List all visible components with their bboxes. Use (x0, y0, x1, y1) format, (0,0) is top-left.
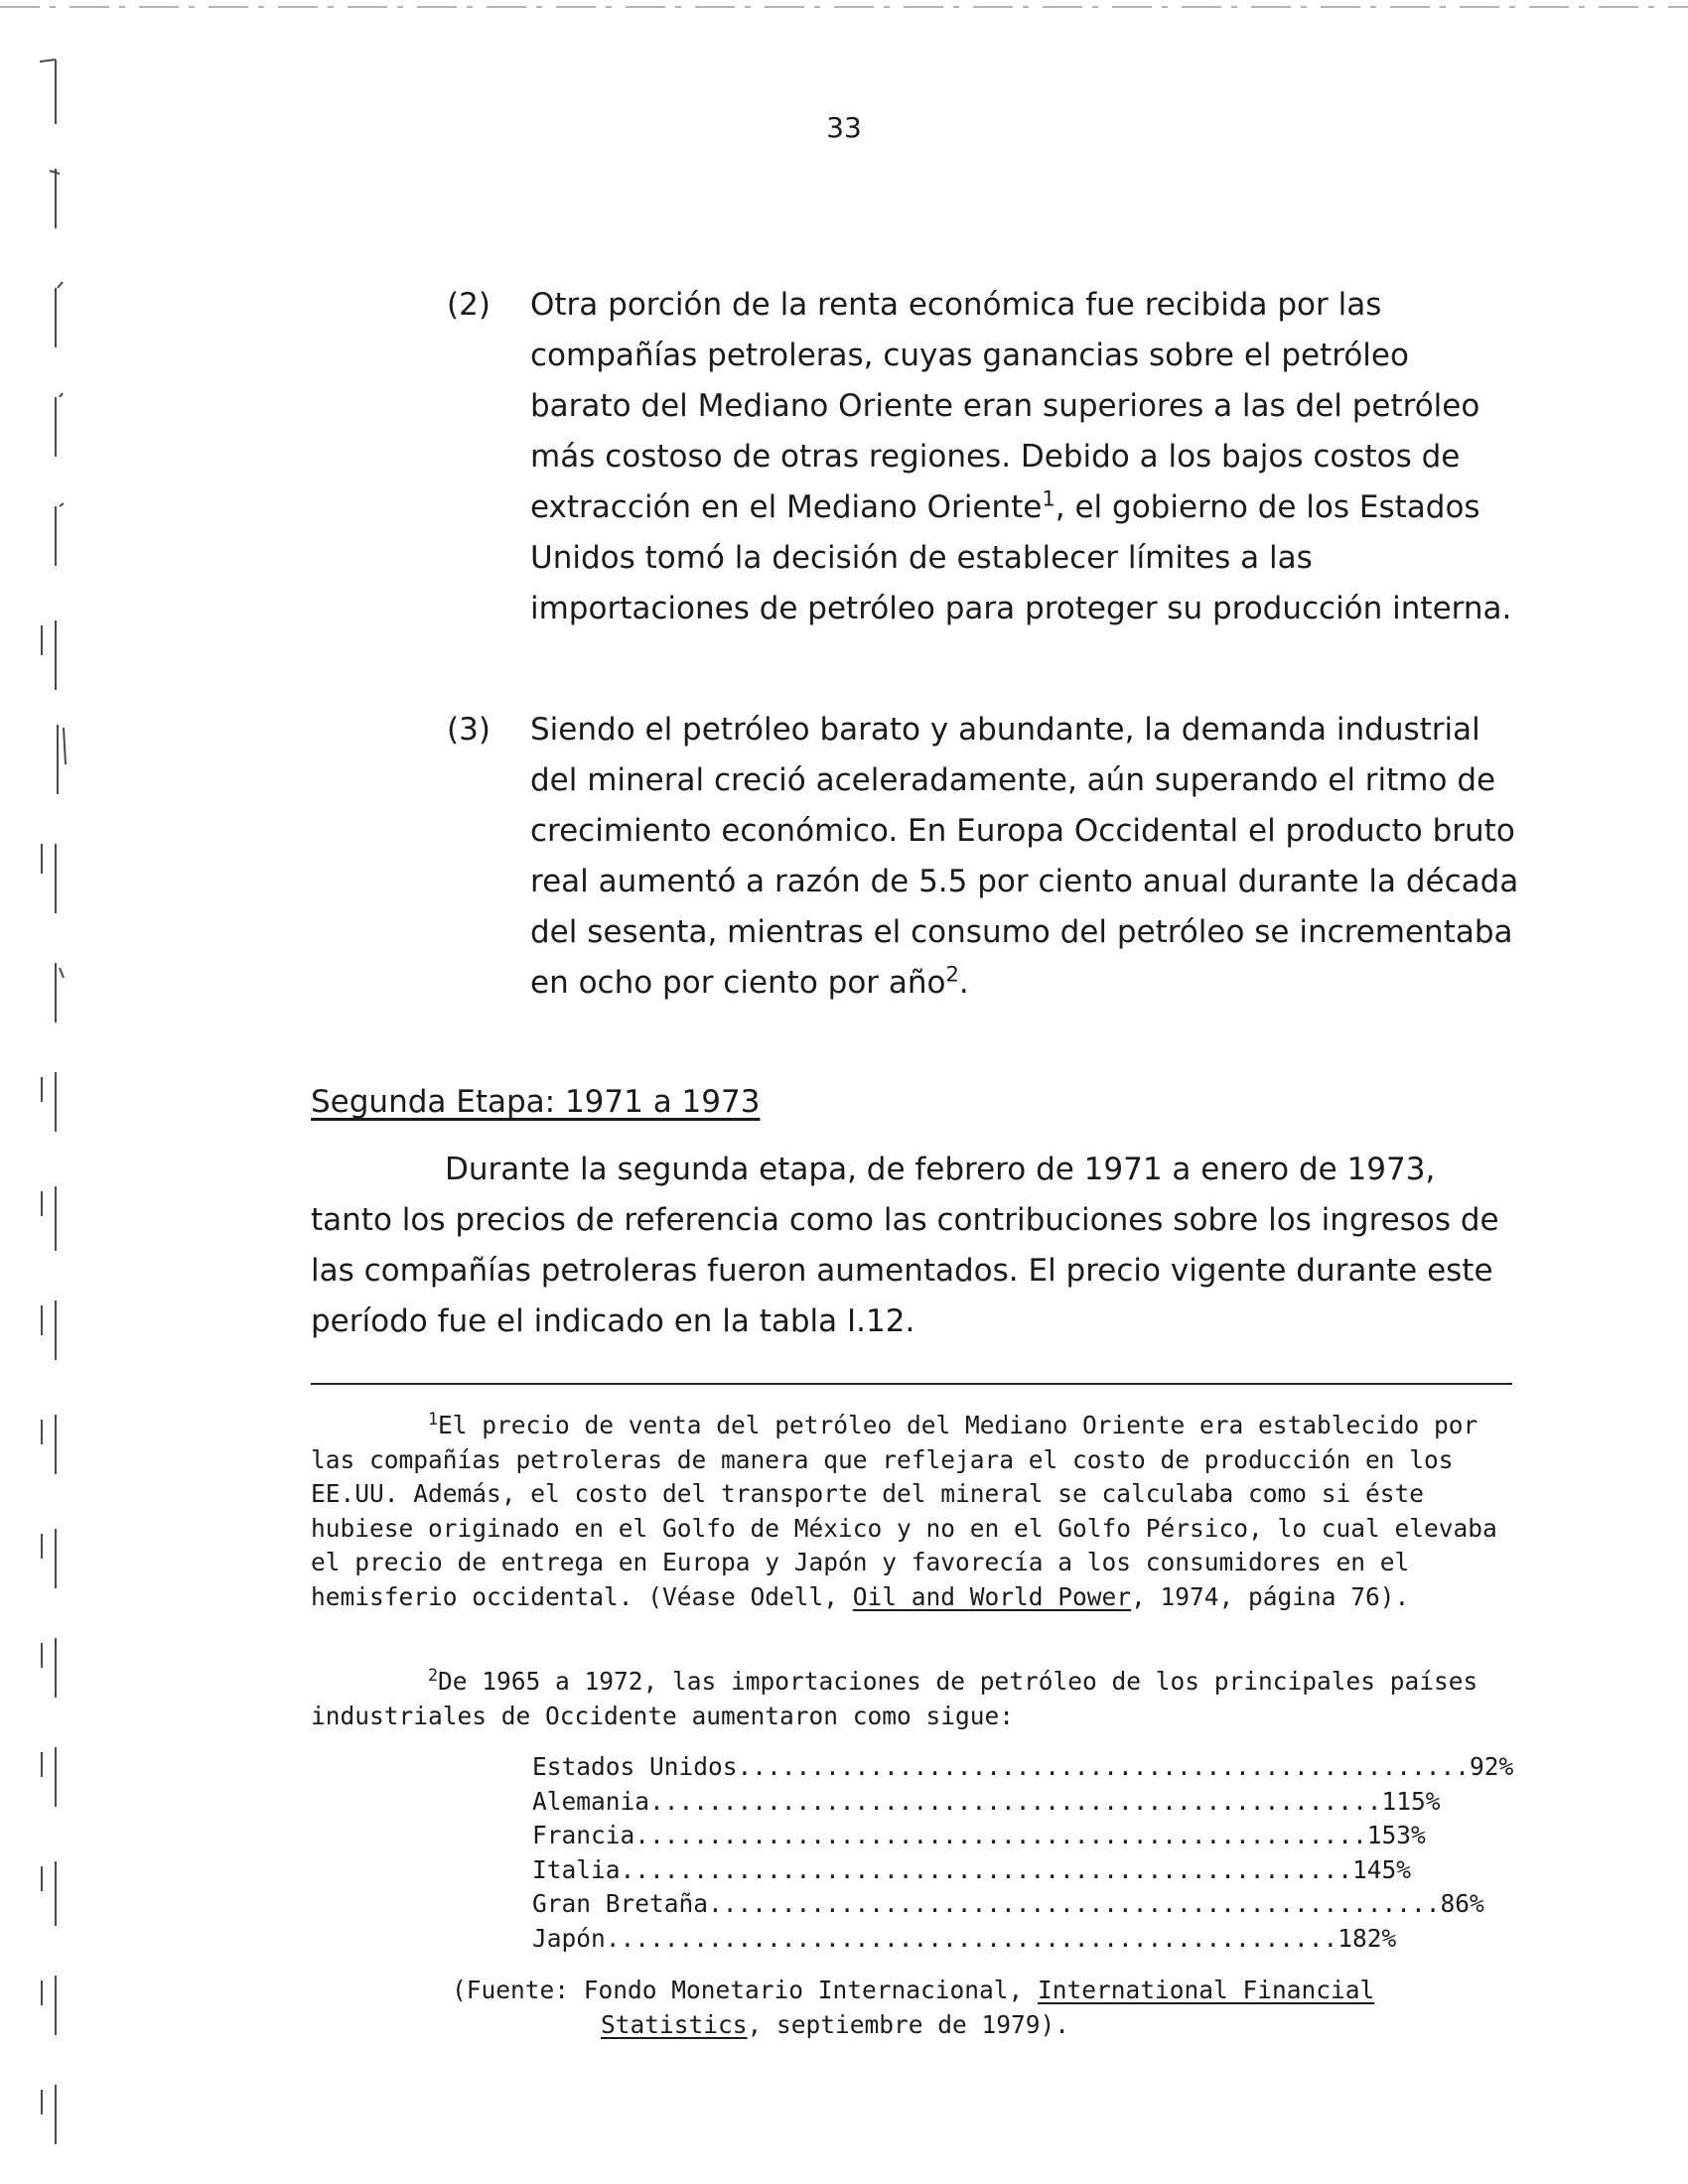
footnote-ref: 1 (1042, 485, 1055, 511)
footnote-divider (311, 1383, 1512, 1385)
source-continuation (601, 2008, 1524, 2043)
table-row (532, 1887, 1484, 1922)
list-item-text-rest: , el gobierno de los Estados Unidos tomó la decisión de establecer límites a las importaciones de petróleo para proteger su producción interna. (530, 489, 1512, 626)
table-value: 145% (1352, 1854, 1412, 1884)
body-paragraph: Durante la segunda etapa, de febrero de 1971 a enero de 1973, tanto los precios de referencia como las contribuciones sobre los ingresos de las compañías petroleras fueron aumentados. El precio vigente durante este período fue el indicado en la tabla I.12. (311, 1152, 1499, 1339)
table-row (532, 1922, 1397, 1957)
table-row (532, 1785, 1441, 1820)
table-country: Gran Bretaña.................................................. (532, 1889, 1441, 1918)
imports-table (532, 1750, 1514, 1956)
source-title-1: International Financial (1038, 1976, 1375, 2004)
table-country: Alemania.................................................. (532, 1786, 1382, 1816)
list-item-text-rest: . (958, 965, 969, 1001)
list-item (447, 280, 1519, 634)
table-value: 86% (1440, 1889, 1484, 1918)
footnote-ref: 2 (945, 961, 959, 987)
table-value: 92% (1470, 1752, 1514, 1781)
table-value: 153% (1366, 1821, 1426, 1849)
source-citation (452, 1974, 1524, 2042)
list-item-text (530, 280, 1519, 634)
scan-left-edge (0, 0, 89, 2184)
list-item (447, 705, 1519, 1009)
list-item-number: (2) (447, 287, 491, 323)
table-country: Estados Unidos.................................................. (532, 1752, 1471, 1781)
table-country: Francia.................................................. (532, 1821, 1367, 1849)
footnote-marker: 2 (428, 1665, 439, 1685)
table-country: Italia.................................................. (532, 1854, 1353, 1884)
table-value: 115% (1381, 1786, 1441, 1816)
list-item-text (530, 705, 1519, 1009)
list-item-text-main: Siendo el petróleo barato y abundante, la demanda industrial del mineral creció aceleradamente, aún superando el ritmo de crecimiento económico. En Europa Occidental el producto bruto real aumentó a razón de 5.5 por ciento anual durante la década del sesenta, mientras el consumo del petróleo se incrementaba en ocho por ciento por año (530, 712, 1519, 1001)
table-row (532, 1853, 1412, 1888)
footnote-text: De 1965 a 1972, las importaciones de petróleo de los principales países industriales de Occidente aumentaron como sigue: (311, 1667, 1478, 1730)
footnote-book-title: Oil and World Power (852, 1581, 1132, 1611)
table-row (532, 1750, 1514, 1785)
footnote-2 (311, 1665, 1532, 1733)
source-suffix: , septiembre de 1979). (747, 2009, 1070, 2039)
table-row (532, 1819, 1426, 1853)
source-title-2: Statistics (601, 2009, 748, 2039)
page-number: 33 (826, 111, 862, 144)
table-value: 182% (1337, 1923, 1397, 1953)
footnote-text-end: , 1974, página 76). (1131, 1581, 1410, 1611)
footnote-marker: 1 (428, 1409, 439, 1429)
section-heading: Segunda Etapa: 1971 a 1973 (311, 1084, 761, 1120)
list-item-number: (3) (447, 712, 491, 748)
scan-top-edge (0, 0, 1688, 14)
list-item-text-main: Otra porción de la renta económica fue recibida por las compañías petroleras, cuyas ganancias sobre el petróleo barato del Mediano Oriente eran superiores a las del petróleo más costoso de otras regiones. Debido a los bajos costos de extracción en el Mediano Oriente (530, 287, 1480, 525)
footnote-text: El precio de venta del petróleo del Mediano Oriente era establecido por las compañías petroleras de manera que reflejara el costo de producción en los EE.UU. Además, el costo del transporte del mineral se calculaba como si éste hubiese originado en el Golfo de México y no en el Golfo Pérsico, lo cual elevaba el precio de entrega en Europa y Japón y favorecía a los consumidores en el hemisferio occidental. (Véase Odell, (311, 1411, 1497, 1611)
source-prefix: (Fuente: Fondo Monetario Internacional, (452, 1976, 1039, 2004)
footnote-1 (311, 1409, 1532, 1614)
table-country: Japón.................................................. (532, 1923, 1338, 1953)
